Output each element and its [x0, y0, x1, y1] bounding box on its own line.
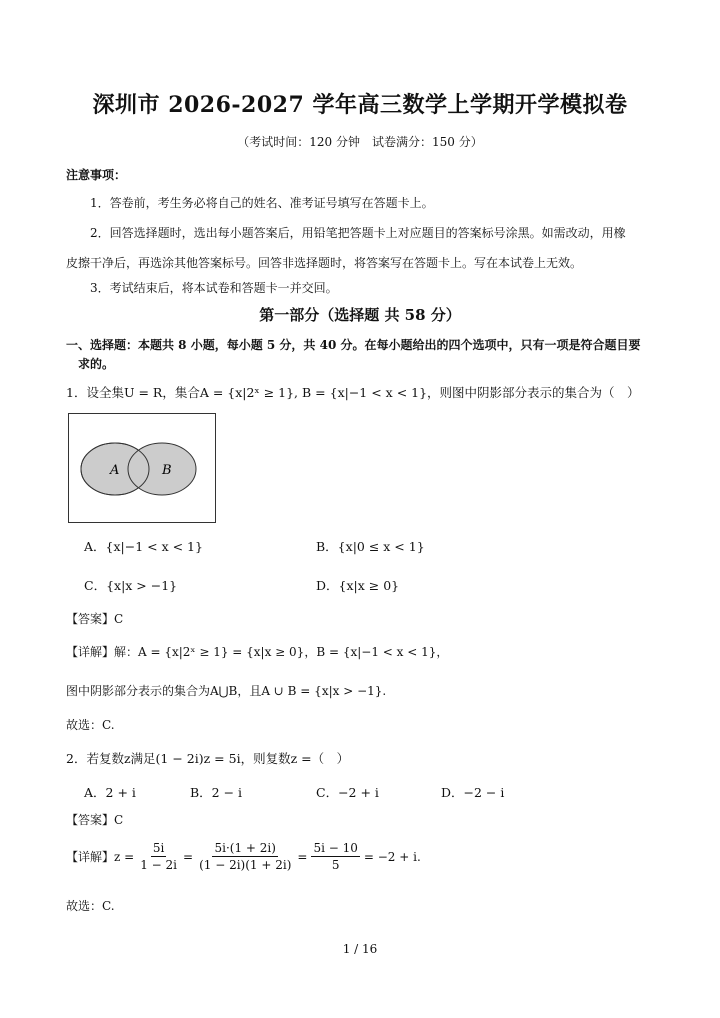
q2-fraction-2-denominator: (1 − 2i)(1 + 2i): [199, 858, 292, 872]
q1-option-a: A．{x|−1 < x < 1}: [84, 539, 203, 554]
q2-fraction-1-numerator: 5i: [152, 841, 165, 855]
paper-subtitle: （考试时间：120 分钟 试卷满分：150 分）: [237, 135, 483, 149]
q2-stem: 2．若复数z满足(1 − 2i)z = 5i，则复数z =（ ）: [66, 751, 350, 766]
q1-option-d: D．{x|x ≥ 0}: [316, 578, 400, 593]
q2-answer: 【答案】C: [66, 813, 124, 827]
q2-fraction-1-denominator: 1 − 2i: [140, 858, 177, 872]
paper-title: 深圳市 2026-2027 学年高三数学上学期开学模拟卷: [92, 92, 628, 118]
note-item-2-line-2: 皮擦干净后，再选涂其他答案标号。回答非选择题时，将答案写在答题卡上。写在本试卷上无效。: [66, 256, 583, 270]
q2-option-b: B．2 − i: [190, 785, 243, 800]
q2-fraction-1: [138, 840, 179, 873]
q2-fraction-3-numerator: 5i − 10: [313, 841, 358, 855]
q2-fraction-2: [197, 840, 293, 873]
q2-option-a: A．2 + i: [84, 785, 136, 800]
q1-answer: 【答案】C: [66, 612, 124, 626]
notes-heading: 注意事项：: [66, 168, 127, 182]
q2-option-c: C．−2 + i: [316, 785, 379, 800]
q2-fraction-3: [311, 840, 359, 873]
q2-detail-result: = −2 + i.: [363, 849, 421, 864]
q2-conclusion: 故选：C.: [66, 899, 115, 913]
note-item-3: 3．考试结束后，将本试卷和答题卡一并交回。: [90, 281, 338, 295]
venn-svg: [69, 414, 215, 522]
q1-conclusion: 故选：C.: [66, 718, 115, 732]
section-instruction-line-1: 一、选择题：本题共 8 小题，每小题 5 分，共 40 分。在每小题给出的四个选项中，只有一项是符合题目要: [66, 338, 641, 352]
q2-detail: [66, 840, 421, 873]
page-number: 1 / 16: [342, 942, 378, 956]
q2-option-d: D．−2 − i: [441, 785, 505, 800]
venn-label-b: B: [162, 463, 172, 478]
section-title: 第一部分（选择题 共 58 分）: [259, 306, 461, 324]
q2-equals-2: =: [297, 849, 308, 864]
q1-option-c: C．{x|x > −1}: [84, 578, 178, 593]
note-item-2-line-1: 2．回答选择题时，选出每小题答案后，用铅笔把答题卡上对应题目的答案标号涂黑。如需改动，用橡: [90, 226, 626, 240]
section-instruction-line-2: 求的。: [78, 357, 115, 371]
q1-detail-line-1: 【详解】解：A = {x|2ˣ ≥ 1} = {x|x ≥ 0}，B = {x|−1 < x < 1}，: [66, 645, 449, 659]
q1-stem: 1．设全集U = R，集合A = {x|2ˣ ≥ 1}, B = {x|−1 < x < 1}，则图中阴影部分表示的集合为（ ）: [66, 385, 640, 400]
q2-detail-prefix: 【详解】z =: [66, 850, 135, 864]
venn-label-a: A: [110, 463, 120, 478]
q2-fraction-3-denominator: 5: [331, 858, 340, 872]
q2-fraction-2-numerator: 5i·(1 + 2i): [214, 841, 276, 855]
venn-diagram: [68, 413, 216, 523]
note-item-1: 1．答卷前，考生务必将自己的姓名、准考证号填写在答题卡上。: [90, 196, 434, 210]
q1-detail-line-2: 图中阴影部分表示的集合为A⋃B，且A ∪ B = {x|x > −1}.: [66, 684, 387, 698]
q2-equals-1: =: [183, 849, 194, 864]
q1-option-b: B．{x|0 ≤ x < 1}: [316, 539, 425, 554]
